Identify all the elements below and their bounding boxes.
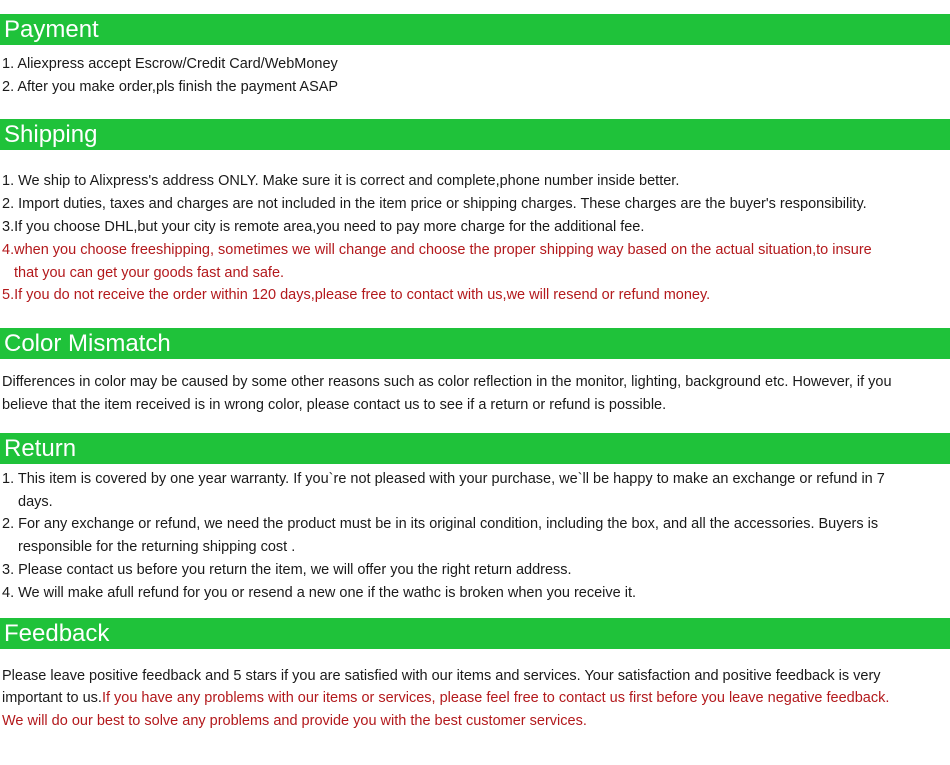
payment-line-2: 2. After you make order,pls finish the payment ASAP [2, 79, 339, 95]
color-mismatch-header: Color Mismatch [0, 328, 950, 359]
shipping-line-4: 4.when you choose freeshipping, sometimes we will change and choose the proper shipping way based on the actual situation,to insure [2, 242, 872, 258]
return-line-2-cont: responsible for the returning shipping cost . [18, 539, 296, 555]
return-line-1-cont: days. [18, 494, 53, 510]
feedback-line-2-red: If you have any problems with our items or services, please feel free to contact us first before you leave negative feedback. [101, 690, 890, 706]
shipping-header: Shipping [0, 119, 950, 150]
shipping-line-3: 3.If you choose DHL,but your city is remote area,you need to pay more charge for the additional fee. [2, 219, 645, 235]
return-line-3: 3. Please contact us before you return the item, we will offer you the right return address. [2, 562, 572, 578]
feedback-line-3: We will do our best to solve any problems and provide you with the best customer services. [2, 713, 587, 729]
shipping-line-5: 5.If you do not receive the order within 120 days,please free to contact with us,we will resend or refund money. [2, 287, 711, 303]
color-mismatch-line-1: Differences in color may be caused by some other reasons such as color reflection in the monitor, lighting, background etc. However, if you [2, 374, 892, 390]
shipping-line-4-cont: that you can get your goods fast and safe. [14, 265, 285, 281]
shipping-line-1: 1. We ship to Alixpress's address ONLY. Make sure it is correct and complete,phone number inside better. [2, 173, 680, 189]
return-line-2: 2. For any exchange or refund, we need the product must be in its original condition, including the box, and all the accessories. Buyers is [2, 516, 879, 532]
return-header: Return [0, 433, 950, 464]
feedback-line-2-black: important to us. [2, 690, 102, 706]
color-mismatch-line-2: believe that the item received is in wrong color, please contact us to see if a return or refund is possible. [2, 397, 667, 413]
feedback-header: Feedback [0, 618, 950, 649]
feedback-line-1: Please leave positive feedback and 5 stars if you are satisfied with our items and services. Your satisfaction and positive feedback is very [2, 668, 881, 684]
payment-line-1: 1. Aliexpress accept Escrow/Credit Card/WebMoney [2, 56, 338, 72]
return-line-1: 1. This item is covered by one year warranty. If you`re not pleased with your purchase, we`ll be happy to make an exchange or refund in 7 [2, 471, 885, 487]
return-line-4: 4. We will make afull refund for you or resend a new one if the wathc is broken when you receive it. [2, 585, 637, 601]
payment-header: Payment [0, 14, 950, 45]
feedback-line-2 [2, 690, 889, 706]
shipping-line-2: 2. Import duties, taxes and charges are not included in the item price or shipping charges. These charges are the buyer's responsibility. [2, 196, 867, 212]
